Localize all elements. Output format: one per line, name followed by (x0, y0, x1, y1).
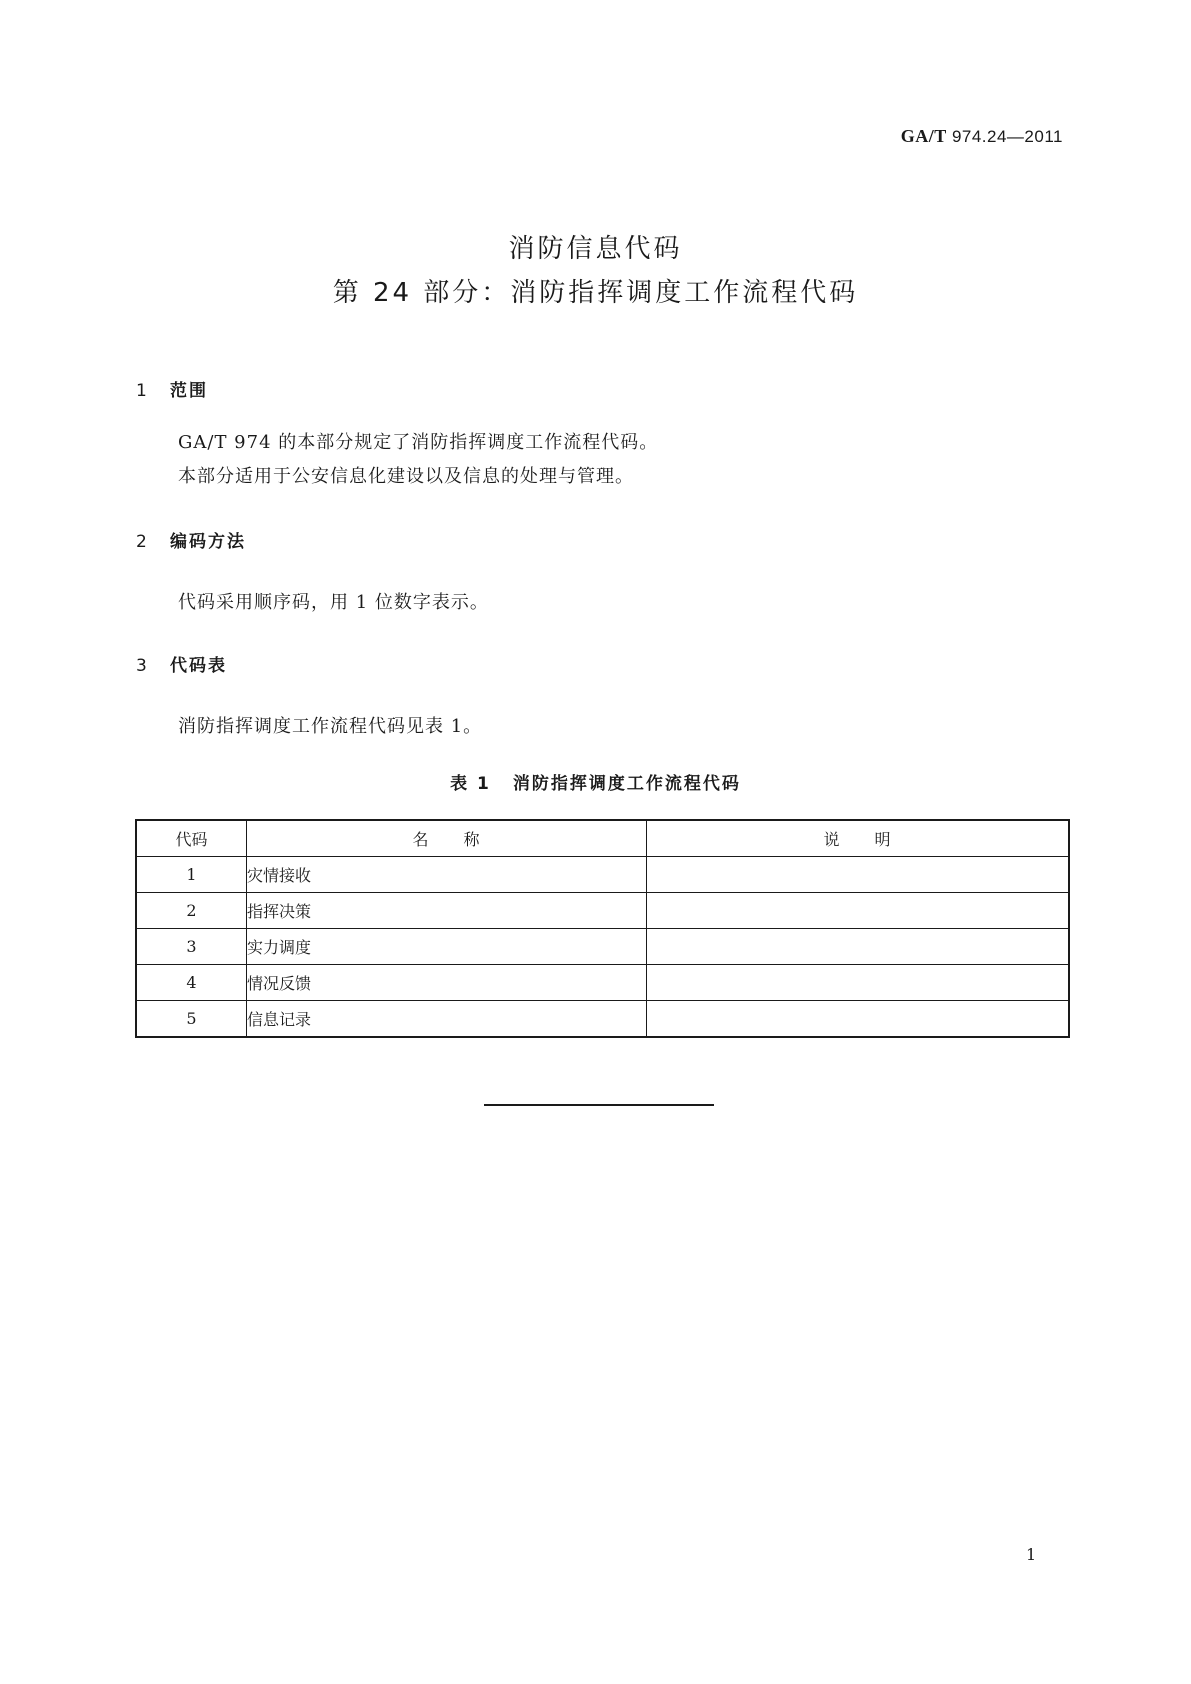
cell-description (647, 893, 1070, 929)
table-row (136, 893, 1069, 929)
section-number: 1 (136, 381, 149, 401)
coding-paragraph: 代码采用顺序码，用 1 位数字表示。 (178, 592, 489, 613)
code-table-paragraph: 消防指挥调度工作流程代码见表 1。 (178, 716, 483, 737)
table-caption (0, 769, 1191, 794)
standard-prefix: GA/T (900, 126, 947, 146)
section-title: 范围 (170, 381, 208, 401)
header-name: 名 称 (247, 820, 647, 857)
cell-description (647, 929, 1070, 965)
table-row (136, 929, 1069, 965)
table-caption-title: 消防指挥调度工作流程代码 (512, 774, 741, 794)
document-title: 消防信息代码 (508, 234, 683, 264)
cell-description (647, 1001, 1070, 1038)
table-row (136, 857, 1069, 893)
cell-code: 2 (136, 893, 247, 929)
cell-description (647, 857, 1070, 893)
section-number: 2 (136, 532, 149, 552)
cell-code: 5 (136, 1001, 247, 1038)
cell-code: 4 (136, 965, 247, 1001)
cell-name: 信息记录 (247, 1001, 647, 1038)
cell-name: 指挥决策 (247, 893, 647, 929)
header-description: 说 明 (647, 820, 1070, 857)
cell-name: 灾情接收 (247, 857, 647, 893)
standard-number (901, 126, 1063, 147)
scope-paragraph-2: 本部分适用于公安信息化建设以及信息的处理与管理。 (178, 466, 634, 487)
scope-paragraph-1: GA/T 974 的本部分规定了消防指挥调度工作流程代码。 (178, 432, 659, 453)
code-table (135, 819, 1070, 1038)
table-caption-number: 表 1 (450, 774, 491, 794)
cell-name: 实力调度 (247, 929, 647, 965)
section-title: 代码表 (170, 656, 227, 676)
cell-description (647, 965, 1070, 1001)
section-title: 编码方法 (170, 532, 246, 552)
section-heading-code-table (136, 651, 227, 676)
cell-code: 3 (136, 929, 247, 965)
section-number: 3 (136, 656, 149, 676)
table-header-row (136, 820, 1069, 857)
standard-number-value: 974.24—2011 (951, 127, 1063, 146)
cell-name: 情况反馈 (247, 965, 647, 1001)
table-row (136, 965, 1069, 1001)
end-rule (484, 1104, 714, 1106)
table-row (136, 1001, 1069, 1038)
document-subtitle: 第 24 部分：消防指挥调度工作流程代码 (332, 278, 859, 308)
cell-code: 1 (136, 857, 247, 893)
page-number: 1 (1026, 1545, 1037, 1564)
section-heading-coding (136, 527, 246, 552)
section-heading-scope (136, 376, 208, 401)
header-code: 代码 (136, 820, 247, 857)
